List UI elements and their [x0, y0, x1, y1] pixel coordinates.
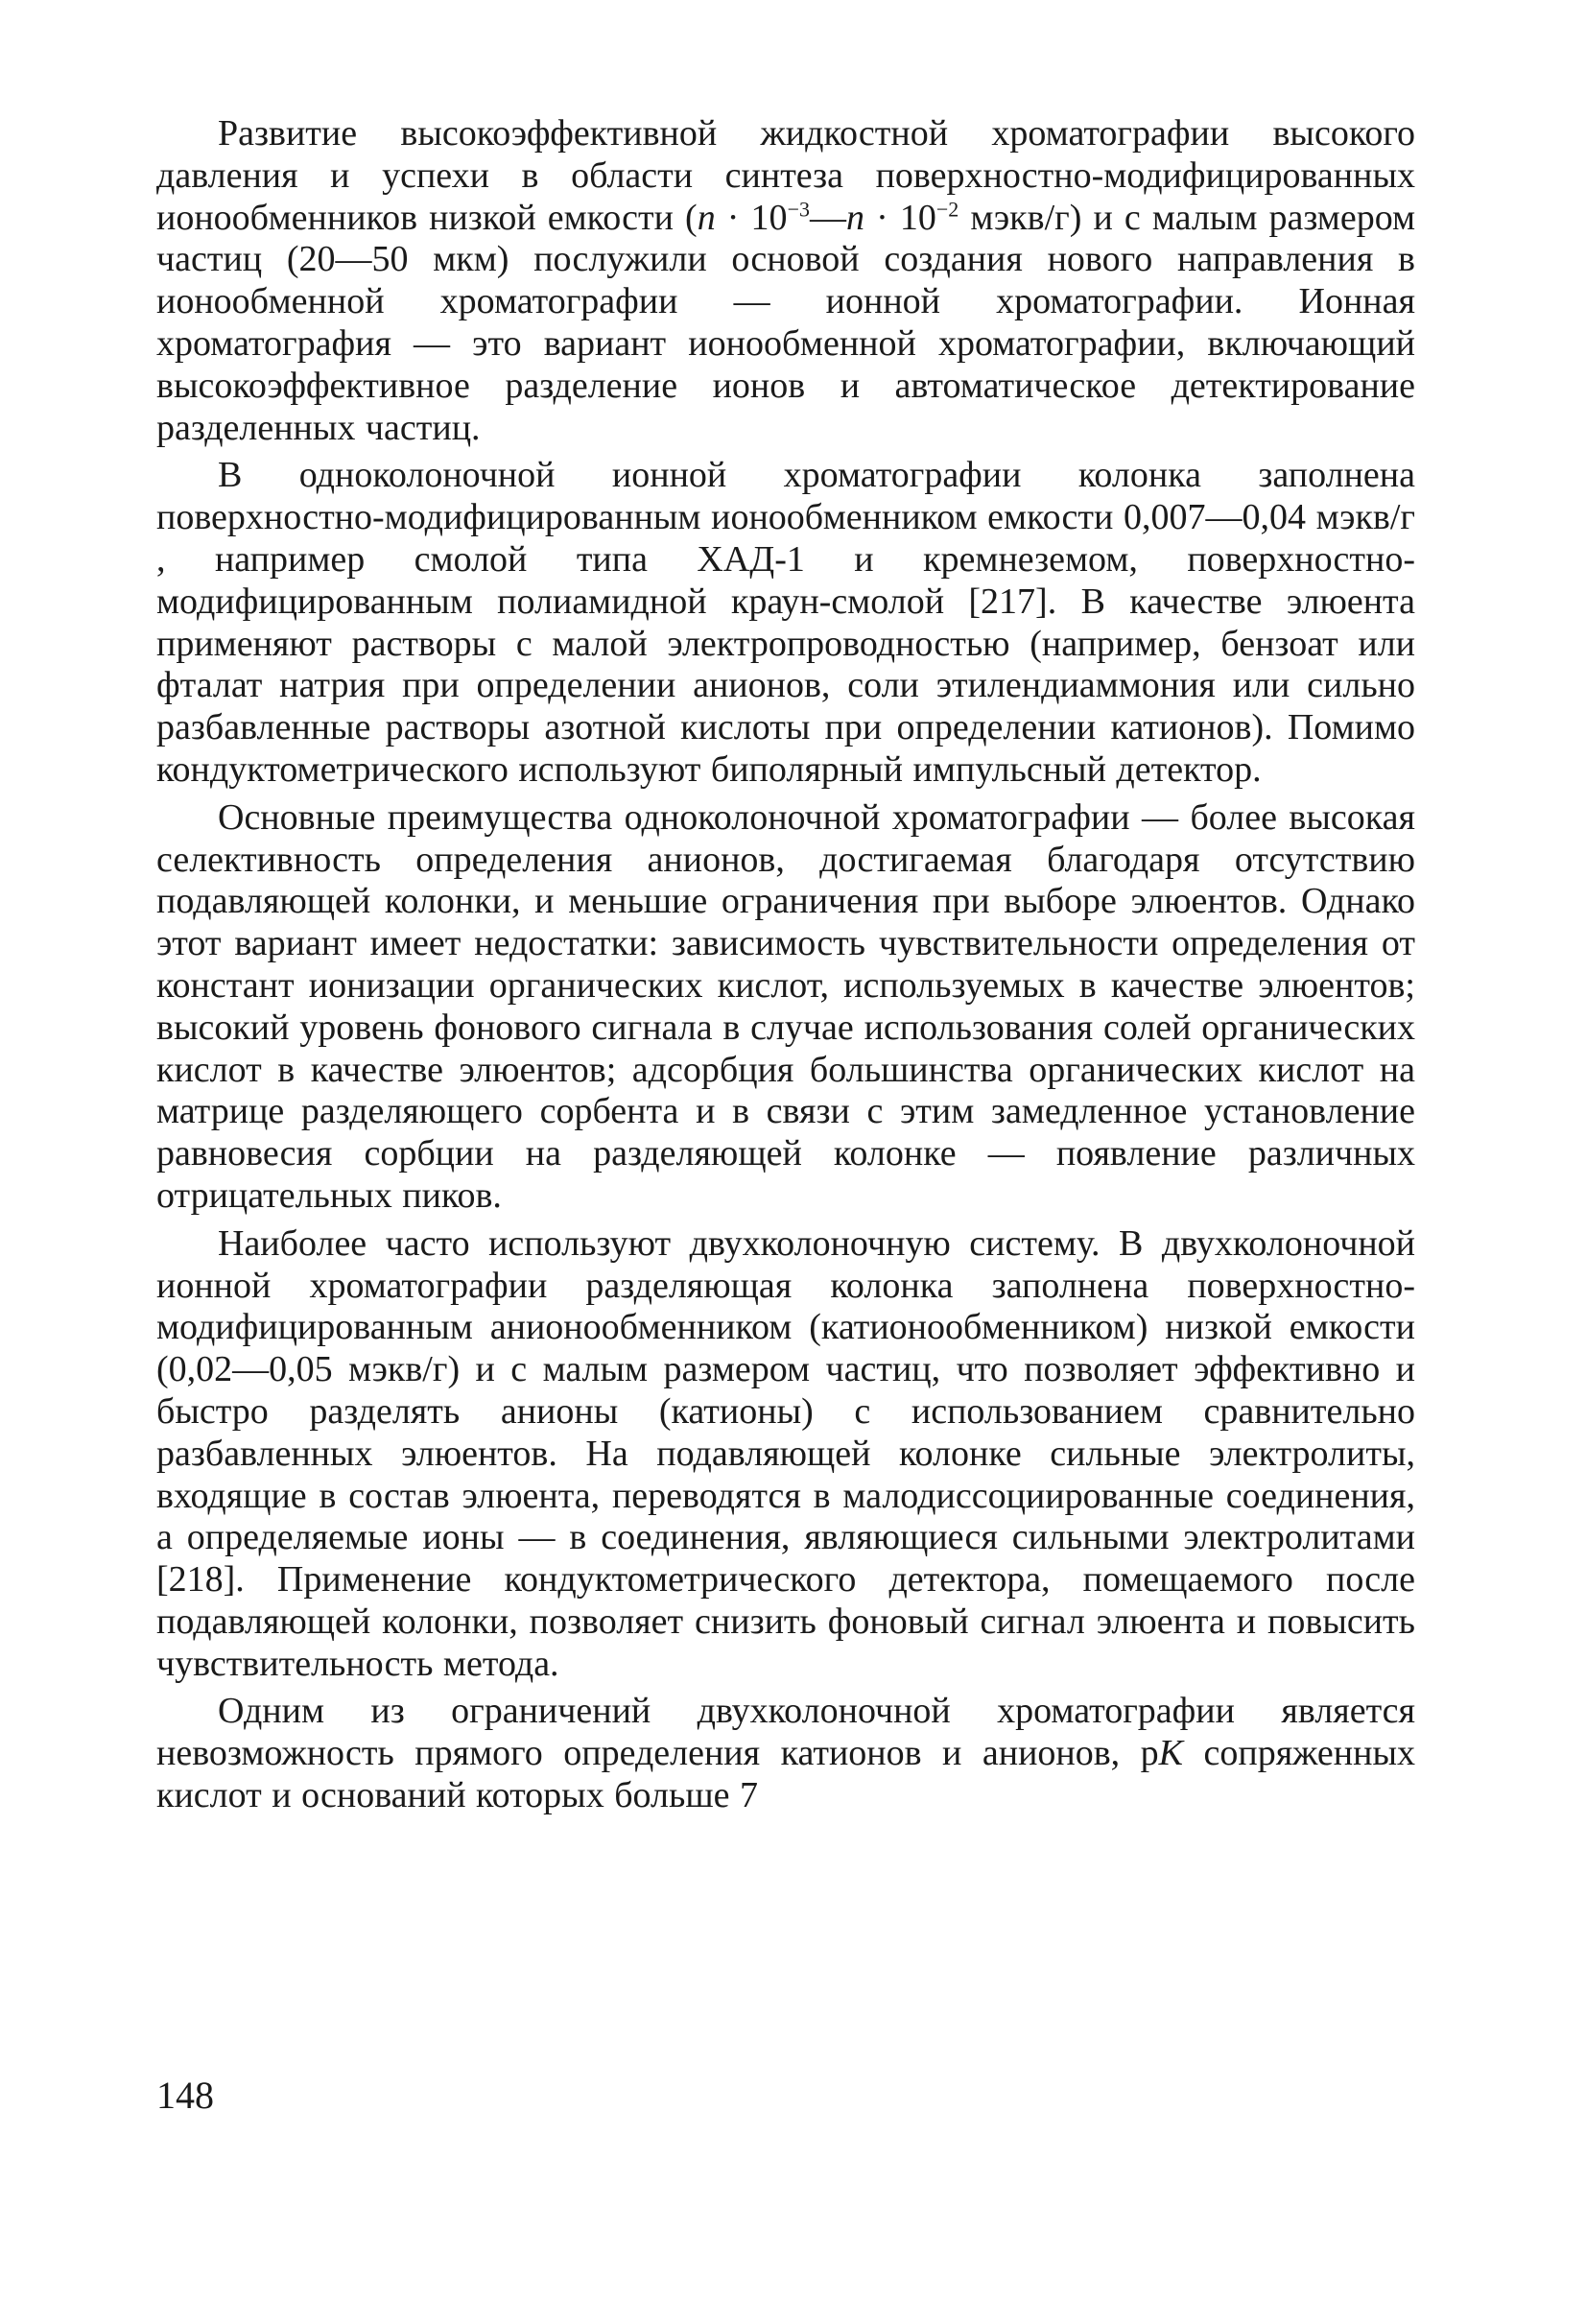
page-number: 148	[156, 2074, 214, 2117]
paragraph-1	[156, 113, 1415, 449]
paragraph-5-text: Одним из ограничений двухколоночной хроматографии является невозможность прямого определения катионов и анионов, р	[156, 1691, 1415, 1774]
paragraph-5	[156, 1691, 1415, 1816]
page-body	[156, 113, 1415, 1817]
paragraph-5-text-cont: сопряженных кислот и оснований которых больше 7	[156, 1733, 1415, 1816]
paragraph-3: Основные преимущества одноколоночной хроматографии — более высокая селективность определения анионов, достигаемая благодаря отсутствию подавляющей колонки, и меньшие ограничения при выборе элюентов. Однако этот вариант имеет недостатки: зависимость чувствительности определения от констант ионизации органических кислот, используемых в качестве элюентов; высокий уровень фонового сигнала в случае использования солей органических кислот в качестве элюентов; адсорбция большинства органических кислот на матрице разделяющего сорбента и в связи с этим замедленное установление равновесия сорбции на разделяющей колонке — появление различных отрицательных пиков.	[156, 796, 1415, 1216]
paragraph-2: В одноколоночной ионной хроматографии колонка заполнена поверхностно-модифицированным ионообменником емкости 0,007—0,04 мэкв/г , например смолой типа ХАД-1 и кремнеземом, поверхностно-модифицированным полиамидной краун-смолой [217]. В качестве элюента применяют растворы с малой электропроводностью (например, бензоат или фталат натрия при определении анионов, соли этилендиаммония или сильно разбавленные растворы азотной кислоты при определении катионов). Помимо кондуктометрического используют биполярный импульсный детектор.	[156, 455, 1415, 790]
paragraph-1-text-cont: мэкв/г) и с малым размером частиц (20—50 мкм) послужили основой создания нового направления в ионообменной хроматографии — ионной хроматографии. Ионная хроматография — это вариант ионообменной хроматографии, включающий высокоэффективное разделение ионов и автоматическое детектирование разделенных частиц.	[156, 197, 1416, 448]
pk-symbol: K	[1158, 1733, 1184, 1774]
capacity-formula: $n \cdot 10^{-3}—n \cdot 10^{-2}$	[697, 196, 959, 238]
paragraph-4: Наиболее часто используют двухколоночную систему. В двухколоночной ионной хроматографии разделяющая колонка заполнена поверхностно-модифицированным анионообменником (катионообменником) низкой емкости (0,02—0,05 мэкв/г) и с малым размером частиц, что позволяет эффективно и быстро разделять анионы (катионы) с использованием сравнительно разбавленных элюентов. На подавляющей колонке сильные электролиты, входящие в состав элюента, переводятся в малодиссоциированные соединения, а определяемые ионы — в соединения, являющиеся сильными электролитами [218]. Применение кондуктометрического детектора, помещаемого после подавляющей колонки, позволяет снизить фоновый сигнал элюента и повысить чувствительность метода.	[156, 1222, 1415, 1684]
paragraph-1-text: Развитие высокоэффективной жидкостной хроматографии высокого давления и успехи в области синтеза поверхностно-модифицированных ионообменников низкой емкости (	[156, 113, 1415, 238]
